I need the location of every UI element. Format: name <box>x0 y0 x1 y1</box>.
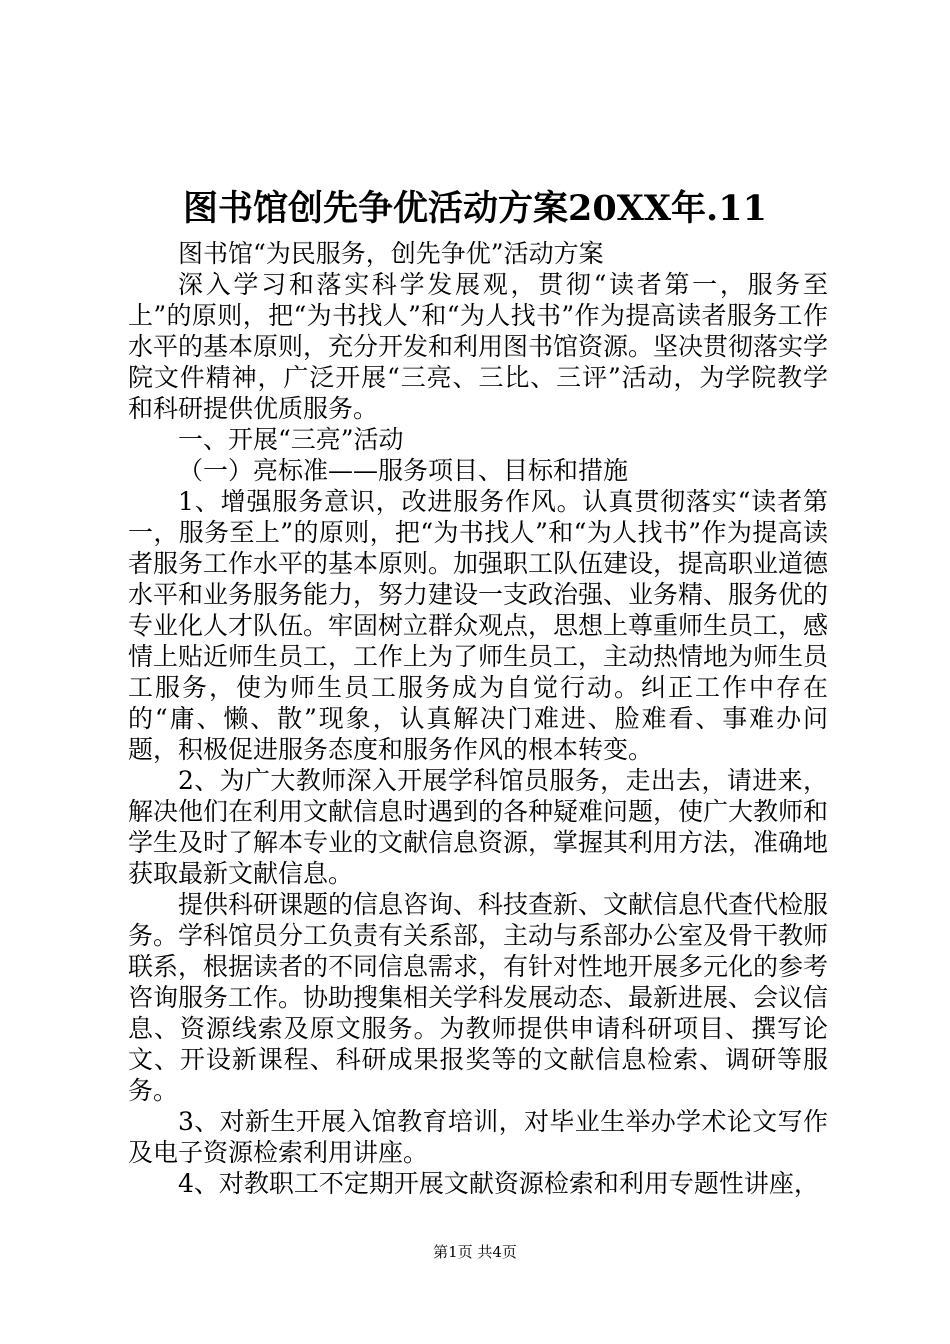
section-heading-1: 一、开展“三亮”活动 <box>178 425 404 454</box>
paragraph-intro: 深入学习和落实科学发展观，贯彻“读者第一，服务至上”的原则，把“为书找人”和“为人找书”作为提高读者服务工作水平的基本原则，充分开发和利用图书馆资源。坚决贯彻落实学院文件精神，广泛开展“三亮、三比、三评”活动，为学院教学和科研提供优质服务。 <box>128 270 829 423</box>
paragraph-item-4: 4、对教职工不定期开展文献资源检索和利用专题性讲座， <box>178 1169 819 1198</box>
paragraph-item-3: 3、对新生开展入馆教育培训，对毕业生举办学术论文写作及电子资源检索利用讲座。 <box>128 1107 828 1167</box>
subsection-heading-1: （一）亮标准——服务项目、目标和措施 <box>178 456 629 485</box>
document-title: 图书馆创先争优活动方案20XX年.11 <box>183 188 767 229</box>
document-body <box>128 238 828 1199</box>
paragraph-item-1: 1、增强服务意识，改进服务作风。认真贯彻落实“读者第一，服务至上”的原则，把“为书找人”和“为人找书”作为提高读者服务工作水平的基本原则。加强职工队伍建设，提高职业道德水平和业务服务能力，努力建设一支政治强、业务精、服务优的专业化人才队伍。牢固树立群众观点，思想上尊重师生员工，感情上贴近师生员工，工作上为了师生员工，主动热情地为师生员工服务，使为师生员工服务成为自觉行动。纠正工作中存在的“庸、懒、散”现象，认真解决门难进、脸难看、事难办问题，积极促进服务态度和服务作风的根本转变。 <box>128 487 829 764</box>
paragraph-subtitle: 图书馆“为民服务，创先争优”活动方案 <box>178 239 604 268</box>
page-number-indicator: 第1页 共4页 <box>433 1243 517 1261</box>
paragraph-item-2: 2、为广大教师深入开展学科馆员服务，走出去，请进来，解决他们在利用文献信息时遇到的各种疑难问题，使广大教师和学生及时了解本专业的文献信息资源，掌握其利用方法，准确地获取最新文献信息。 <box>128 766 829 888</box>
page-footer <box>0 1242 950 1262</box>
paragraph-item-2-detail: 提供科研课题的信息咨询、科技查新、文献信息代查代检服务。学科馆员分工负责有关系部，主动与系部办公室及骨干教师联系，根据读者的不同信息需求，有针对性地开展多元化的参考咨询服务工作。协助搜集相关学科发展动态、最新进展、会议信息、资源线索及原文服务。为教师提供申请科研项目、撰写论文、开设新课程、科研成果报奖等的文献信息检索、调研等服务。 <box>128 890 829 1105</box>
